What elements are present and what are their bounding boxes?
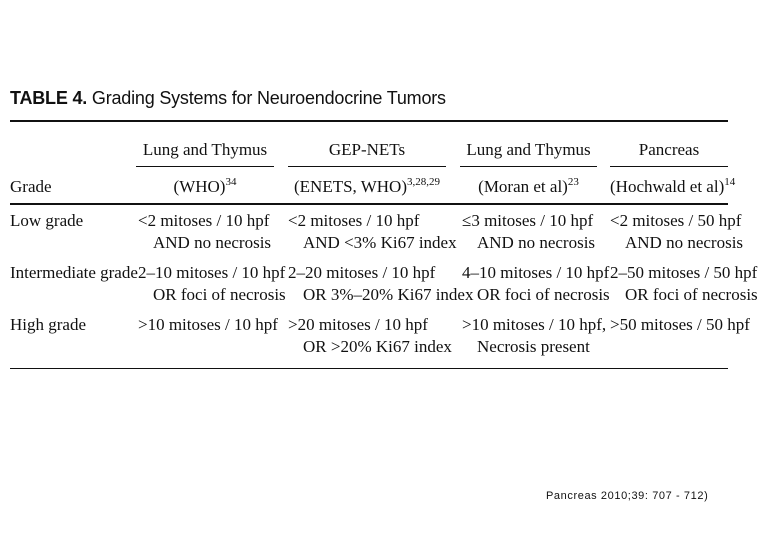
- col-group-4: Pancreas: [638, 140, 700, 159]
- system-name: (Moran et al): [478, 177, 568, 196]
- col-system-1: [136, 176, 274, 198]
- system-name: (Hochwald et al): [610, 177, 725, 196]
- row-grade-intermediate: Intermediate grade: [10, 263, 138, 282]
- table-label: TABLE 4.: [10, 88, 88, 108]
- col-group-1: Lung and Thymus: [142, 140, 268, 159]
- col-system-3: [460, 176, 597, 198]
- bottom-rule: [10, 368, 728, 369]
- cell-int-c4-l2: OR foci of necrosis: [625, 285, 758, 304]
- cell-int-c3-l2: OR foci of necrosis: [477, 285, 610, 304]
- cell-low-c1-l2: AND no necrosis: [153, 233, 272, 252]
- col-group-2: GEP-NETs: [328, 140, 406, 159]
- ref-superscript: 3,28,29: [407, 176, 440, 188]
- cell-int-c3-l1: 4–10 mitoses / 10 hpf: [462, 263, 610, 282]
- cell-int-c1-l2: OR foci of necrosis: [153, 285, 286, 304]
- cell-low-c1-l1: <2 mitoses / 10 hpf: [138, 211, 270, 230]
- group-rule-3: [460, 166, 597, 167]
- col-group-3: Lung and Thymus: [466, 140, 591, 159]
- col-system-4: [610, 176, 736, 198]
- grade-header: Grade: [10, 177, 52, 196]
- cell-low-c4-l1: <2 mitoses / 50 hpf: [610, 211, 742, 230]
- cell-low-c2-l1: <2 mitoses / 10 hpf: [288, 211, 420, 230]
- group-rule-1: [136, 166, 274, 167]
- cell-high-c2-l1: >20 mitoses / 10 hpf: [288, 315, 428, 334]
- cell-int-c2-l2: OR 3%–20% Ki67 index: [303, 285, 474, 304]
- cell-low-c4-l2: AND no necrosis: [625, 233, 744, 252]
- ref-superscript: 14: [724, 176, 736, 188]
- group-rule-2: [288, 166, 446, 167]
- cell-high-c1-l1: >10 mitoses / 10 hpf: [138, 315, 278, 334]
- table-title: [10, 88, 446, 109]
- cell-low-c3-l2: AND no necrosis: [477, 233, 596, 252]
- cell-high-c3-l1: >10 mitoses / 10 hpf,: [462, 315, 607, 334]
- cell-int-c2-l1: 2–20 mitoses / 10 hpf: [288, 263, 436, 282]
- top-rule: [10, 120, 728, 122]
- cell-int-c1-l1: 2–10 mitoses / 10 hpf: [138, 263, 286, 282]
- table-title-text: Grading Systems for Neuroendocrine Tumors: [91, 88, 446, 108]
- col-system-2: [288, 176, 446, 198]
- cell-high-c2-l2: OR >20% Ki67 index: [303, 337, 452, 356]
- ref-superscript: 34: [225, 176, 237, 188]
- row-grade-low: Low grade: [10, 211, 84, 230]
- cell-low-c3-l1: ≤3 mitoses / 10 hpf: [462, 211, 594, 230]
- row-grade-high: High grade: [10, 315, 87, 334]
- system-name: (WHO): [173, 177, 226, 196]
- cell-int-c4-l1: 2–50 mitoses / 50 hpf: [610, 263, 758, 282]
- cell-high-c3-l2: Necrosis present: [477, 337, 590, 356]
- header-rule: [10, 203, 728, 205]
- cell-high-c4-l1: >50 mitoses / 50 hpf: [610, 315, 750, 334]
- ref-superscript: 23: [567, 176, 579, 188]
- source-citation: Pancreas 2010;39: 707 - 712): [546, 490, 709, 502]
- cell-low-c2-l2: AND <3% Ki67 index: [303, 233, 457, 252]
- group-rule-4: [610, 166, 728, 167]
- system-name: (ENETS, WHO): [294, 177, 407, 196]
